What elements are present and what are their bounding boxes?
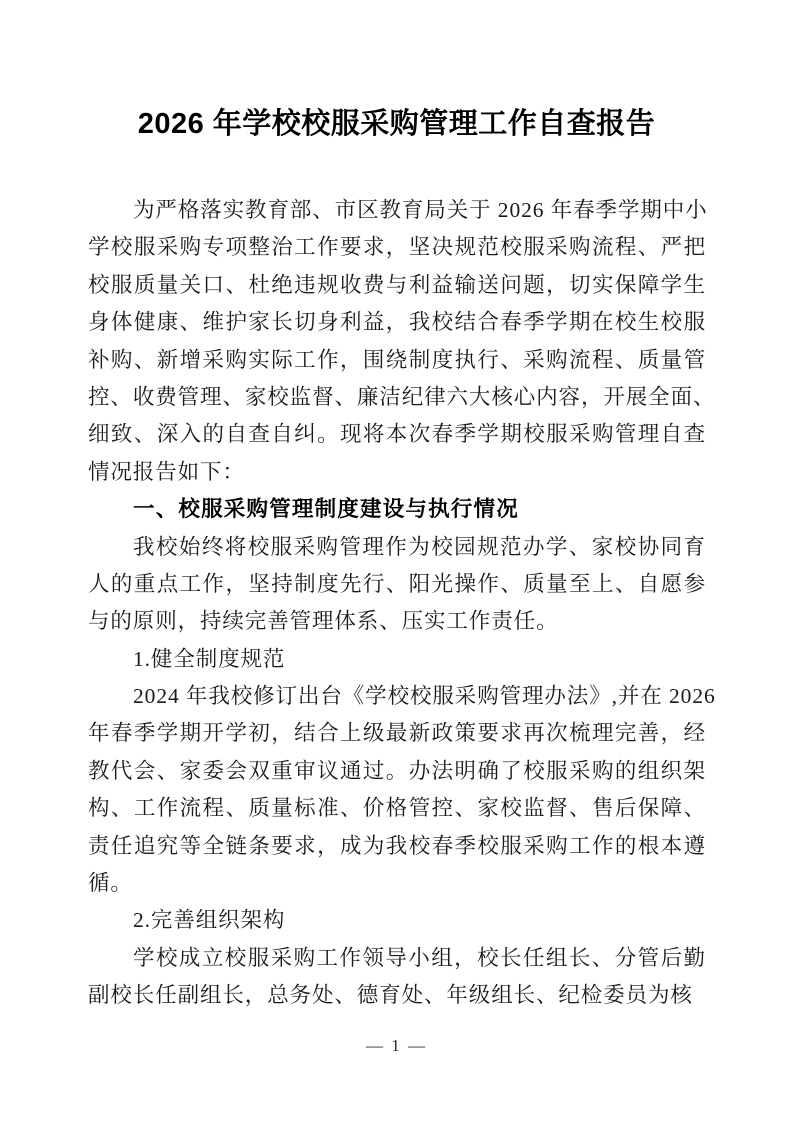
section-1-lead-paragraph-line: 与的原则，持续完善管理体系、压实工作责任。 <box>88 609 559 634</box>
page-number-footer: — 1 — <box>366 1036 427 1055</box>
subitem-2-title: 2.完善组织架构 <box>133 908 286 933</box>
intro-paragraph-line: 细 致 、 深 入 的 自 查 自 纠 。 现 将 本 次 春 季 学 期 校 服 采 购 管 理 自 查 <box>88 422 706 447</box>
page-title: 2026 年学校校服采购管理工作自查报告 <box>137 108 656 140</box>
intro-paragraph-line: 情况报告如下： <box>88 459 245 484</box>
section-heading-1: 一、校服采购管理制度建设与执行情况 <box>133 497 519 522</box>
subitem-2-paragraph-line: 学 校 成 立 校 服 采 购 工 作 领 导 小 组 ， 校 长 任 组 长 、 分 管 后 勤 <box>133 945 706 970</box>
intro-paragraph-line: 校 服 质 量 关 口 、 杜 绝 违 规 收 费 与 利 益 输 送 问 题 ， 切 实 保 障 学 生 <box>88 272 706 297</box>
document-body <box>88 192 716 1015</box>
section-1-lead-paragraph-line: 人 的 重 点 工 作 ， 坚 持 制 度 先 行 、 阳 光 操 作 、 质 量 至 上 、 自 愿 参 <box>88 571 706 596</box>
subitem-1-paragraph-line: 循。 <box>88 871 133 896</box>
subitem-1-paragraph-line: 构 、 工 作 流 程 、 质 量 标 准 、 价 格 管 控 、 家 校 监 督 、 售 后 保 障 、 <box>88 796 706 821</box>
subitem-1-title: 1.健全制度规范 <box>133 646 286 671</box>
subitem-1-paragraph-line: 年 春 季 学 期 开 学 初 ， 结 合 上 级 最 新 政 策 要 求 再 次 梳 理 完 善 ， 经 <box>88 721 706 746</box>
subitem-2-paragraph-line: 副校长任副组长，总务处、德育处、年级组长、纪检委员为核 <box>88 983 693 1008</box>
intro-paragraph-line: 为 严 格 落 实 教 育 部 、 市 区 教 育 局 关 于 2 0 2 6 年 春 季 学 期 中 小 <box>133 198 708 222</box>
intro-paragraph-line: 控 、 收 费 管 理 、 家 校 监 督 、 廉 洁 纪 律 六 大 核 心 内 容 ， 开 展 全 面 、 <box>88 384 716 409</box>
subitem-1-paragraph-line: 责 任 追 究 等 全 链 条 要 求 ， 成 为 我 校 春 季 校 服 采 购 工 作 的 根 本 遵 <box>88 833 706 858</box>
intro-paragraph-line: 补 购 、 新 增 采 购 实 际 工 作 ， 围 绕 制 度 执 行 、 采 购 流 程 、 质 量 管 <box>88 347 706 372</box>
intro-paragraph-line: 身 体 健 康 、 维 护 家 长 切 身 利 益 ， 我 校 结 合 春 季 学 期 在 校 生 校 服 <box>88 310 706 335</box>
section-1-lead-paragraph-line: 我 校 始 终 将 校 服 采 购 管 理 作 为 校 园 规 范 办 学 、 家 校 协 同 育 <box>133 534 706 559</box>
subitem-1-paragraph-line: 教 代 会 、 家 委 会 双 重 审 议 通 过 。 办 法 明 确 了 校 服 采 购 的 组 织 架 <box>88 758 706 783</box>
intro-paragraph-line: 学 校 服 采 购 专 项 整 治 工 作 要 求 ， 坚 决 规 范 校 服 采 购 流 程 、 严 把 <box>88 235 706 260</box>
subitem-1-paragraph-line: 2 0 2 4 年 我 校 修 订 出 台 《 学 校 校 服 采 购 管 理 办 法 》 , 并 在 2 0 2 6 <box>133 684 716 709</box>
